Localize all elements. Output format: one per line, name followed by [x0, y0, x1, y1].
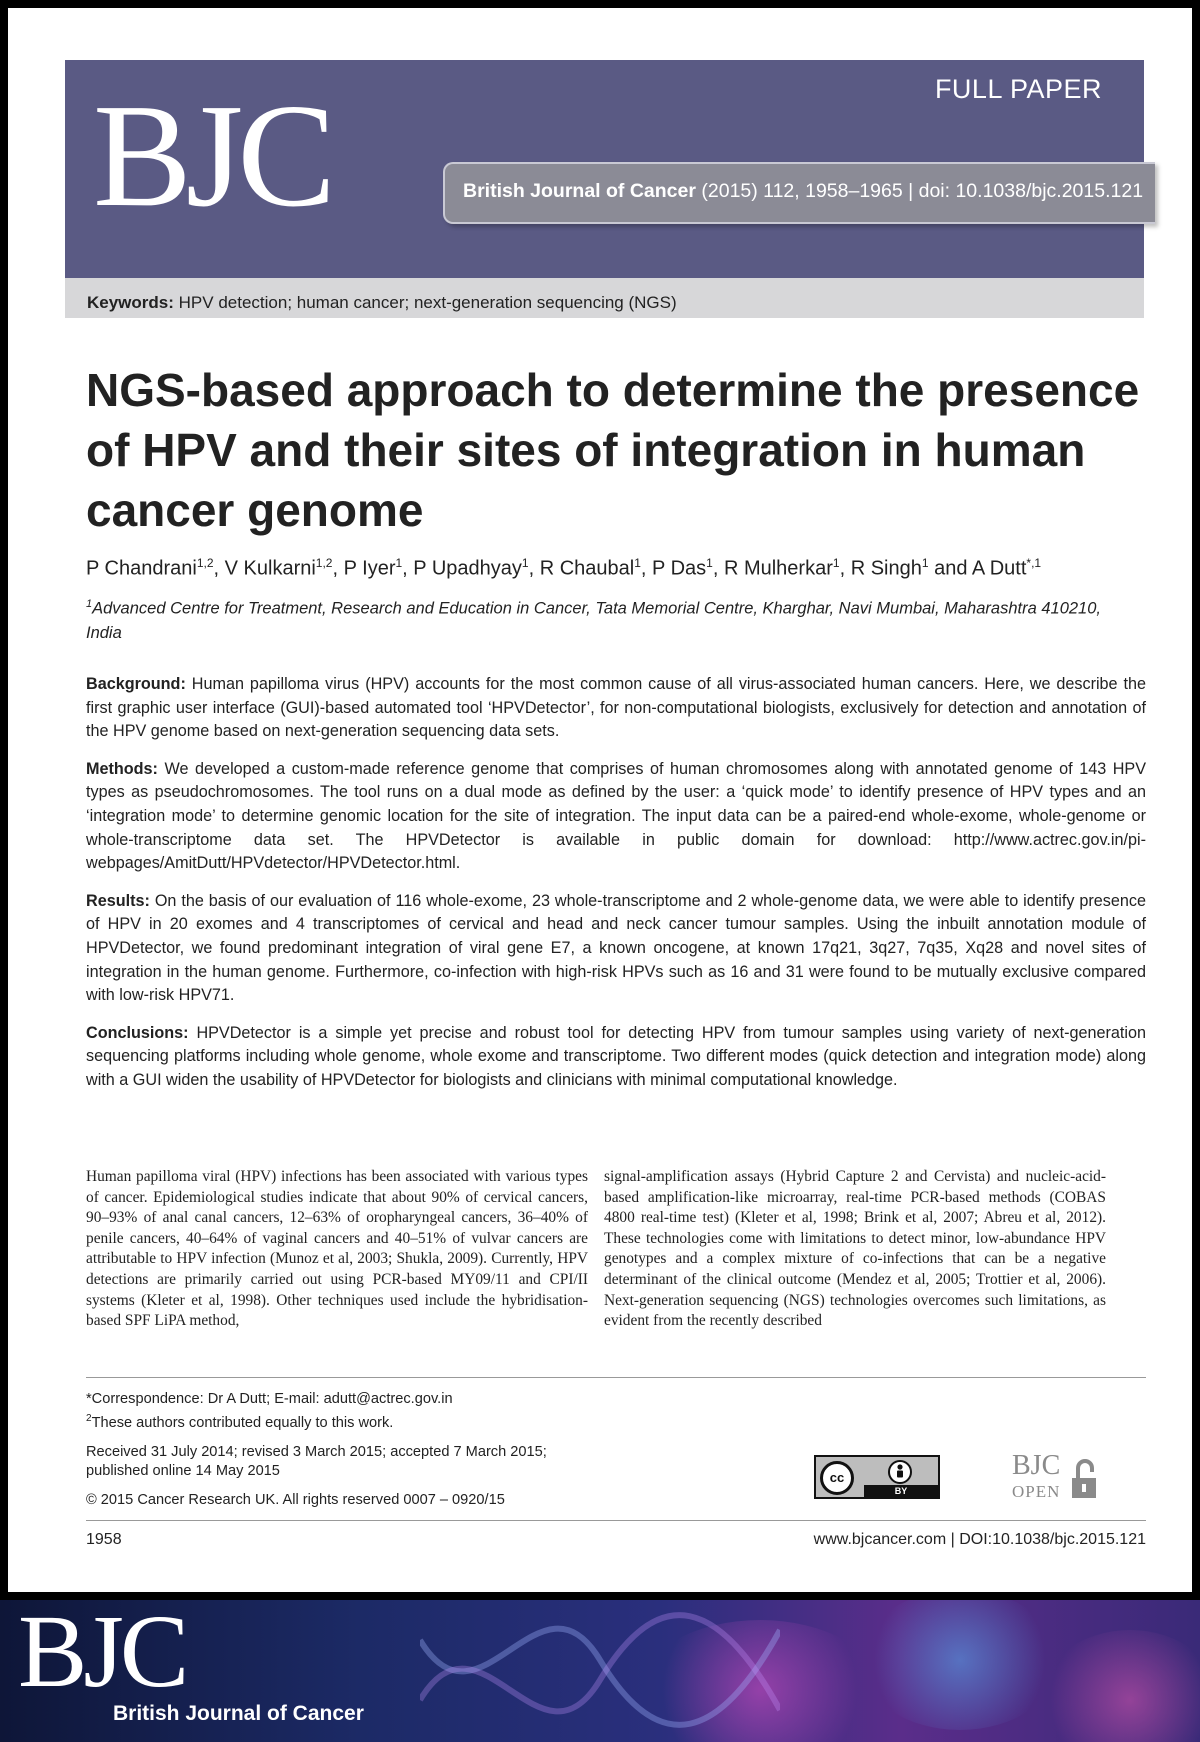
author-affiliation-marker: 1 — [832, 556, 840, 570]
author-affiliation-marker: 1 — [395, 556, 403, 570]
author-name: P Das — [652, 557, 707, 580]
conclusions-text: HPVDetector is a simple yet precise and robust tool for detecting HPV from tumour samples using variety of next-generation sequencing platforms including whole genome, whole exome and transcriptome. Two different modes (quick detection and integration mode) along with a GUI widen the usability of HPVDetector for biologists and clinicians with minimal computational knowledge. — [86, 1023, 1146, 1089]
author-name: V Kulkarni — [224, 557, 316, 580]
methods-label: Methods: — [86, 759, 158, 778]
by-label: BY — [864, 1485, 938, 1497]
author-separator: , — [528, 557, 540, 580]
page-number: 1958 — [86, 1531, 122, 1548]
body-column-left: Human papilloma viral (HPV) infections has been associated with various types of cancer. Epidemiological studies indicate that about 90% of cervical cancers, 90–93% of anal canal cancers, 12–63% of oropharyngeal cancers, 36–40% of penile cancers, 40–64% of vaginal cancers and 40–51% of vulvar cancers are attributable to HPV infection (Munoz et al, 2003; Shukla, 2009). Currently, HPV detections are primarily carried out using PCR-based MY09/11 and CPI/II systems (Kleter et al, 1998). Other techniques used include the hybridisation-based SPF LiPA method, — [86, 1168, 588, 1330]
equal-marker: 2 — [86, 1413, 92, 1424]
citation-details: (2015) 112, 1958–1965 | doi: 10.1038/bjc.2015.121 — [695, 180, 1144, 202]
author-separator: , — [402, 557, 414, 580]
footnotes — [86, 1390, 686, 1510]
author-affiliation-marker: 1,2 — [315, 556, 333, 570]
author-name: P Iyer — [343, 557, 396, 580]
methods-text: We developed a custom-made reference genome that comprises of human chromosomes along with annotated genome of 143 HPV types as pseudochromosomes. The tool runs on a dual mode as defined by the user: a ‘quick mode’ to identify presence of HPV types and an ‘integration mode’ to determine genomic location for the site of integration. The input data can be a paired-end whole-exome, whole-genome or whole-transcriptome data set. The HPVDetector is available in public domain for download: http://www.actrec.gov.in/pi-webpages/AmitDutt/HPVdetector/HPVDetector.html. — [86, 759, 1146, 873]
keywords-text: HPV detection; human cancer; next-generation sequencing (NGS) — [173, 293, 677, 312]
abstract-results — [86, 890, 1146, 1008]
equal-contribution — [86, 1409, 686, 1433]
conclusions-label: Conclusions: — [86, 1023, 189, 1042]
bjc-open-label: OPEN — [1012, 1482, 1061, 1501]
journal-banner — [0, 1600, 1200, 1742]
open-lock-icon — [1070, 1458, 1098, 1500]
received-dates: Received 31 July 2014; revised 3 March 2015; accepted 7 March 2015; — [86, 1443, 547, 1460]
abstract-conclusions — [86, 1022, 1146, 1093]
person-icon — [888, 1460, 912, 1484]
background-label: Background: — [86, 675, 186, 693]
author-name: R Mulherkar — [723, 557, 833, 580]
author-separator: , — [712, 557, 724, 580]
author-separator: , — [640, 557, 653, 580]
footer-divider — [86, 1520, 1146, 1521]
abstract — [86, 673, 1146, 1107]
paper-title: NGS-based approach to determine the presence of HPV and their sites of integration in human cancer genome — [86, 364, 1140, 536]
correspondence: *Correspondence: Dr A Dutt; E-mail: adutt@actrec.gov.in — [86, 1391, 453, 1407]
cc-by-license-badge[interactable] — [814, 1455, 940, 1499]
abstract-background — [86, 673, 1146, 744]
by-section — [864, 1457, 938, 1497]
equal-text: These authors contributed equally to this work. — [91, 1414, 394, 1431]
article-type: FULL PAPER — [934, 74, 1102, 104]
masthead — [65, 60, 1144, 278]
published-date: published online 14 May 2015 — [86, 1462, 280, 1479]
banner-journal-name: British Journal of Cancer — [113, 1702, 364, 1725]
copyright: © 2015 Cancer Research UK. All rights reserved 0007 – 0920/15 — [86, 1491, 505, 1508]
banner-glow — [860, 1600, 1060, 1730]
affiliation — [86, 592, 1126, 645]
body-column-right: signal-amplification assays (Hybrid Capture 2 and Cervista) and nucleic-acid-based amplification-like microarray, real-time PCR-based methods (COBAS 4800 real-time test) (Kleter et al, 1998; Brink et al, 2007; Abreu et al, 2012). These technologies come with limitations to detect minor, low-abundance HPV genotypes and a complex mixture of co-infections that can be a negative determinant of the clinical outcome (Mendez et al, 2005; Trottier et al, 2006). Next-generation sequencing (NGS) technologies overcomes such limitations, as evident from the recently described — [604, 1168, 1106, 1330]
author-affiliation-marker: *,1 — [1026, 556, 1042, 570]
author-affiliation-marker: 1 — [634, 556, 641, 570]
footer-doi-link[interactable]: www.bjcancer.com | DOI:10.1038/bjc.2015.121 — [813, 1531, 1146, 1548]
author-separator: , — [213, 557, 225, 580]
bjc-open-badge — [1002, 1452, 1112, 1508]
bjc-open-title: BJC — [1012, 1450, 1061, 1481]
author-separator: , — [332, 557, 344, 580]
keywords-label: Keywords: — [87, 293, 174, 312]
banner-logo: BJC — [18, 1600, 186, 1709]
citation-bar — [443, 162, 1155, 224]
dna-helix-graphic — [420, 1600, 780, 1742]
banner-glow — [1040, 1630, 1200, 1742]
background-text: Human papilloma virus (HPV) accounts for the most common cause of all virus-associated human cancers. Here, we describe the first graphic user interface (GUI)-based automated tool ‘HPVDetector’, for non-computational biologists, exclusively for detection and annotation of the HPV genome based on next-generation sequencing data sets. — [86, 675, 1146, 741]
abstract-methods — [86, 758, 1146, 876]
author-separator: and — [928, 557, 972, 580]
divider — [86, 1377, 1146, 1378]
results-text: On the basis of our evaluation of 116 whole-exome, 23 whole-transcriptome and 2 whole-genome data, we were able to identify presence of HPV in 20 exomes and 4 transcriptomes of cervical and head and neck cancer tumour samples. Using the inbuilt annotation module of HPVDetector, we found predominant integration of viral gene E7, a known oncogene, at known 17q21, 3q27, 7q35, Xq28 and novel sites of integration in the human genome. Furthermore, co-infection with high-risk HPVs such as 16 and 31 were found to be mutually exclusive compared with low-risk HPV71. — [86, 891, 1146, 1005]
affiliation-marker: 1 — [86, 598, 93, 610]
author-name: P Chandrani — [86, 557, 197, 580]
author-affiliation-marker: 1,2 — [196, 556, 214, 570]
author-affiliation-marker: 1 — [706, 556, 713, 570]
cc-icon: cc — [820, 1461, 854, 1495]
journal-logo: BJC — [93, 74, 331, 238]
author-affiliation-marker: 1 — [921, 556, 929, 570]
results-label: Results: — [86, 891, 150, 910]
affiliation-text: Advanced Centre for Treatment, Research and Education in Cancer, Tata Memorial Centre, Kharghar, Navi Mumbai, Maharashtra 410210, India — [86, 599, 1101, 642]
citation-text — [463, 180, 1143, 203]
keywords-bar — [65, 278, 1144, 318]
author-name: A Dutt — [971, 557, 1027, 580]
author-name: P Upadhyay — [413, 557, 522, 580]
citation-journal: British Journal of Cancer — [463, 180, 696, 202]
paper-page — [8, 8, 1192, 1592]
author-list — [86, 556, 1146, 581]
author-name: R Chaubal — [539, 557, 635, 580]
author-affiliation-marker: 1 — [521, 556, 529, 570]
author-separator: , — [839, 557, 851, 580]
author-name: R Singh — [850, 557, 922, 580]
